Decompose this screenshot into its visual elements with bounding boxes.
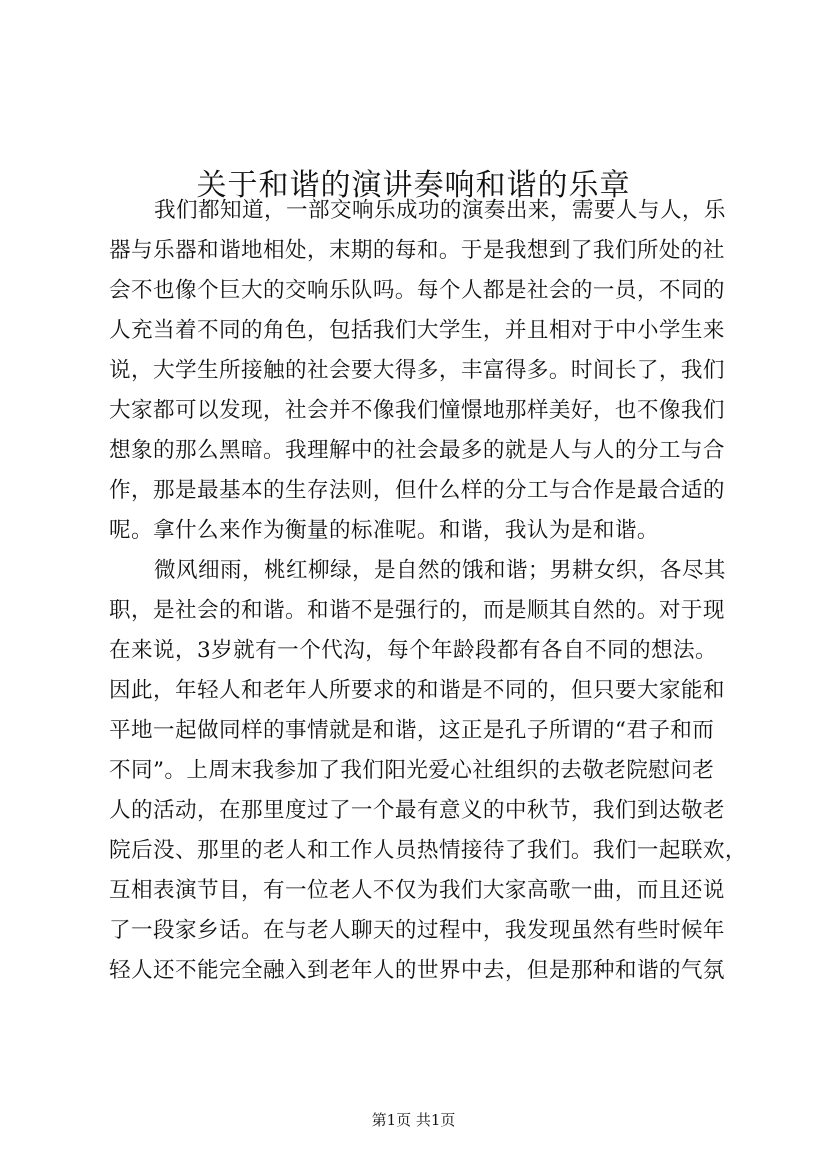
paragraph-line: 人充当着不同的角色，包括我们大学生，并且相对于中小学生来 xyxy=(109,318,725,343)
paragraph-line: 了一段家乡话。在与老人聊天的过程中，我发现虽然有些时候年 xyxy=(109,918,725,943)
paragraph-line: 人的活动，在那里度过了一个最有意义的中秋节，我们到达敬老 xyxy=(109,798,725,823)
paragraph-line: 器与乐器和谐地相处，末期的每和。于是我想到了我们所处的社 xyxy=(109,238,725,263)
paragraph-line: 因此，年轻人和老年人所要求的和谐是不同的，但只要大家能和 xyxy=(109,678,725,703)
paragraph-line: 我们都知道，一部交响乐成功的演奏出来，需要人与人，乐 xyxy=(154,198,726,223)
paragraph-line: 呢。拿什么来作为衡量的标准呢。和谐，我认为是和谐。 xyxy=(109,518,659,543)
document-title: 关于和谐的演讲奏响和谐的乐章 xyxy=(196,168,631,204)
paragraph-line: 职，是社会的和谐。和谐不是强行的，而是顺其自然的。对于现 xyxy=(109,598,725,623)
paragraph-line: 大家都可以发现，社会并不像我们憧憬地那样美好，也不像我们 xyxy=(109,398,725,423)
paragraph-line: 说，大学生所接触的社会要大得多，丰富得多。时间长了，我们 xyxy=(109,358,725,383)
paragraph-line: 在来说，3岁就有一个代沟，每个年龄段都有各自不同的想法。 xyxy=(109,638,717,663)
paragraph-line: 不同”。上周末我参加了我们阳光爱心社组织的去敬老院慰问老 xyxy=(109,758,715,783)
paragraph-line: 院后没、那里的老人和工作人员热情接待了我们。我们一起联欢， xyxy=(109,838,747,863)
paragraph-line: 平地一起做同样的事情就是和谐，这正是孔子所谓的“君子和而 xyxy=(109,718,715,743)
paragraph-line: 互相表演节目，有一位老人不仅为我们大家高歌一曲，而且还说 xyxy=(109,878,725,903)
paragraph-line: 轻人还不能完全融入到老年人的世界中去，但是那种和谐的气氛 xyxy=(109,958,725,983)
paragraph-line: 想象的那么黑暗。我理解中的社会最多的就是人与人的分工与合 xyxy=(109,438,725,463)
page-footer: 第1页 共1页 xyxy=(371,1111,456,1129)
paragraph-line: 作，那是最基本的生存法则，但什么样的分工与合作是最合适的 xyxy=(109,478,725,503)
paragraph-line: 会不也像个巨大的交响乐队吗。每个人都是社会的一员，不同的 xyxy=(109,278,725,303)
paragraph-line: 微风细雨，桃红柳绿，是自然的饿和谐；男耕女织，各尽其 xyxy=(154,558,726,583)
document-body xyxy=(109,191,749,991)
